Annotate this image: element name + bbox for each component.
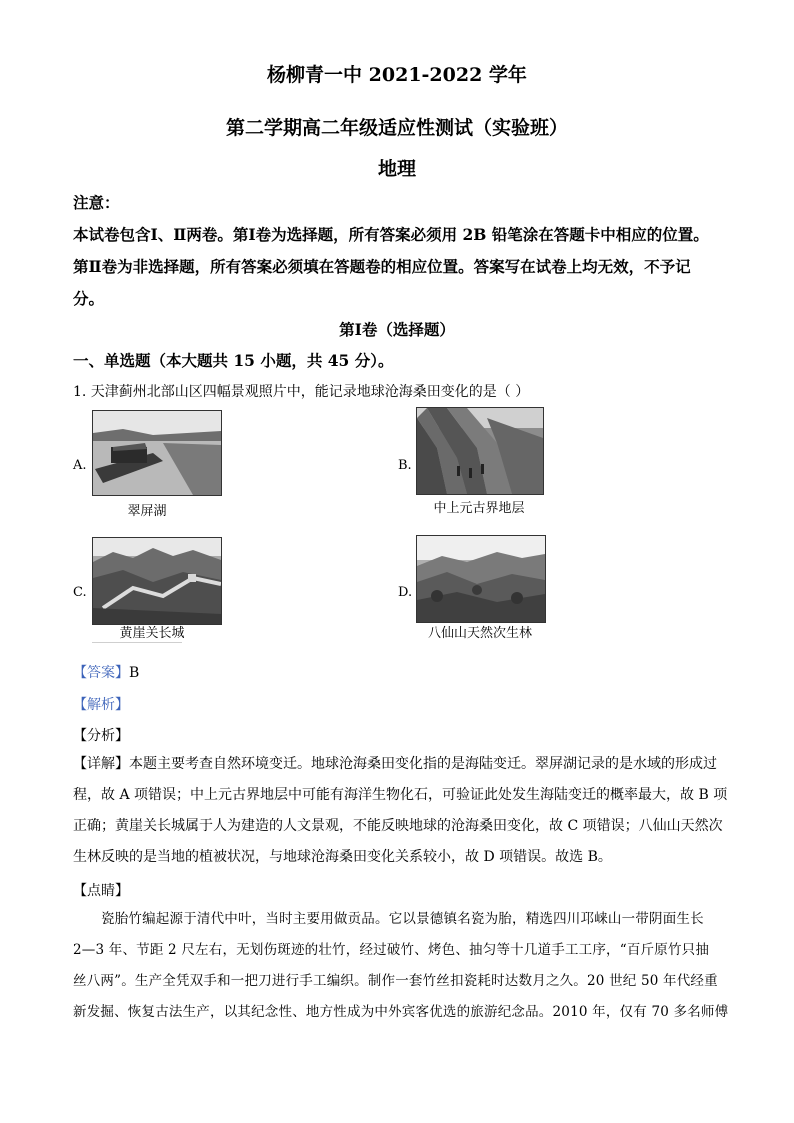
option-d-letter: D. — [398, 585, 413, 600]
passage-line-4: 新发掘、恢复古法生产，以其纪念性、地方性成为中外宾客优选的旅游纪念品。2010 年，仅有 70 多名师傅 — [73, 1004, 729, 1020]
detail-line-1: 【详解】本题主要考查自然环境变迁。地球沧海桑田变化指的是海陆变迁。翠屏湖记录的是水域的形成过 — [73, 756, 717, 772]
caption-divider — [92, 642, 182, 643]
dianjing-tag: 【点睛】 — [73, 883, 129, 899]
school-title: 杨柳青一中 2021-2022 学年 — [267, 64, 527, 86]
notice-label: 注意： — [73, 193, 120, 212]
detail-line-2: 程，故 A 项错误；中上元古界地层中可能有海洋生物化石，可验证此处发生海陆变迁的概率最大，故 B 项 — [73, 787, 728, 803]
volume-title: 第Ⅰ卷（选择题） — [339, 320, 455, 339]
fenxi-tag: 【分析】 — [73, 728, 129, 744]
answer-value: B — [129, 665, 140, 681]
detail-tag: 【详解】 — [73, 756, 129, 772]
option-a-letter: A. — [73, 458, 87, 473]
exam-title: 第二学期高二年级适应性测试（实验班） — [225, 117, 568, 139]
detail-line-3: 正确；黄崖关长城属于人为建造的人文景观，不能反映地球的沧海桑田变化，故 C 项错误；八仙山天然次 — [73, 818, 723, 834]
option-b-photo-strata — [416, 407, 544, 495]
detail-line-4: 生林反映的是当地的植被状况，与地球沧海桑田变化关系较小，故 D 项错误。故选 B。 — [73, 849, 612, 865]
question-stem: 1. 天津蓟州北部山区四幅景观照片中，能记录地球沧海桑田变化的是（ ） — [73, 384, 530, 400]
analysis-tag: 【解析】 — [73, 697, 129, 713]
passage-line-2: 2—3 年、节距 2 尺左右，无划伤斑迹的壮竹，经过破竹、烤色、抽匀等十几道手工工序，“百斤原竹只抽 — [73, 942, 710, 958]
subject-title: 地理 — [377, 158, 416, 180]
option-a-caption: 翠屏湖 — [127, 504, 167, 519]
passage-line-1: 瓷胎竹编起源于清代中叶，当时主要用做贡品。它以景德镇名瓷为胎，精选四川邛崃山一带阴面生长 — [101, 911, 704, 927]
option-c-photo-great-wall — [92, 537, 222, 625]
answer-row — [73, 662, 139, 682]
answer-tag: 【答案】 — [73, 665, 129, 681]
notice-line-1: 本试卷包含Ⅰ、Ⅱ两卷。第Ⅰ卷为选择题，所有答案必须用 2B 铅笔涂在答题卡中相应的位置。 — [73, 225, 709, 244]
option-b-caption: 中上元古界地层 — [433, 501, 525, 516]
notice-line-2: 第Ⅱ卷为非选择题，所有答案必须填在答题卷的相应位置。答案写在试卷上均无效，不予记 — [73, 257, 691, 276]
option-b-letter: B. — [398, 458, 412, 473]
option-a-photo-lake — [92, 410, 222, 496]
part-title: 一、单选题（本大题共 15 小题，共 45 分）。 — [73, 351, 394, 370]
notice-line-3: 分。 — [73, 289, 105, 308]
option-c-letter: C. — [73, 585, 87, 600]
passage-line-3: 丝八两”。生产全凭双手和一把刀进行手工编织。制作一套竹丝扣瓷耗时达数月之久。20 世纪 50 年代经重 — [73, 973, 718, 989]
option-d-caption: 八仙山天然次生林 — [427, 626, 532, 641]
option-c-caption: 黄崖关长城 — [119, 626, 185, 641]
option-d-photo-forest — [416, 535, 546, 623]
